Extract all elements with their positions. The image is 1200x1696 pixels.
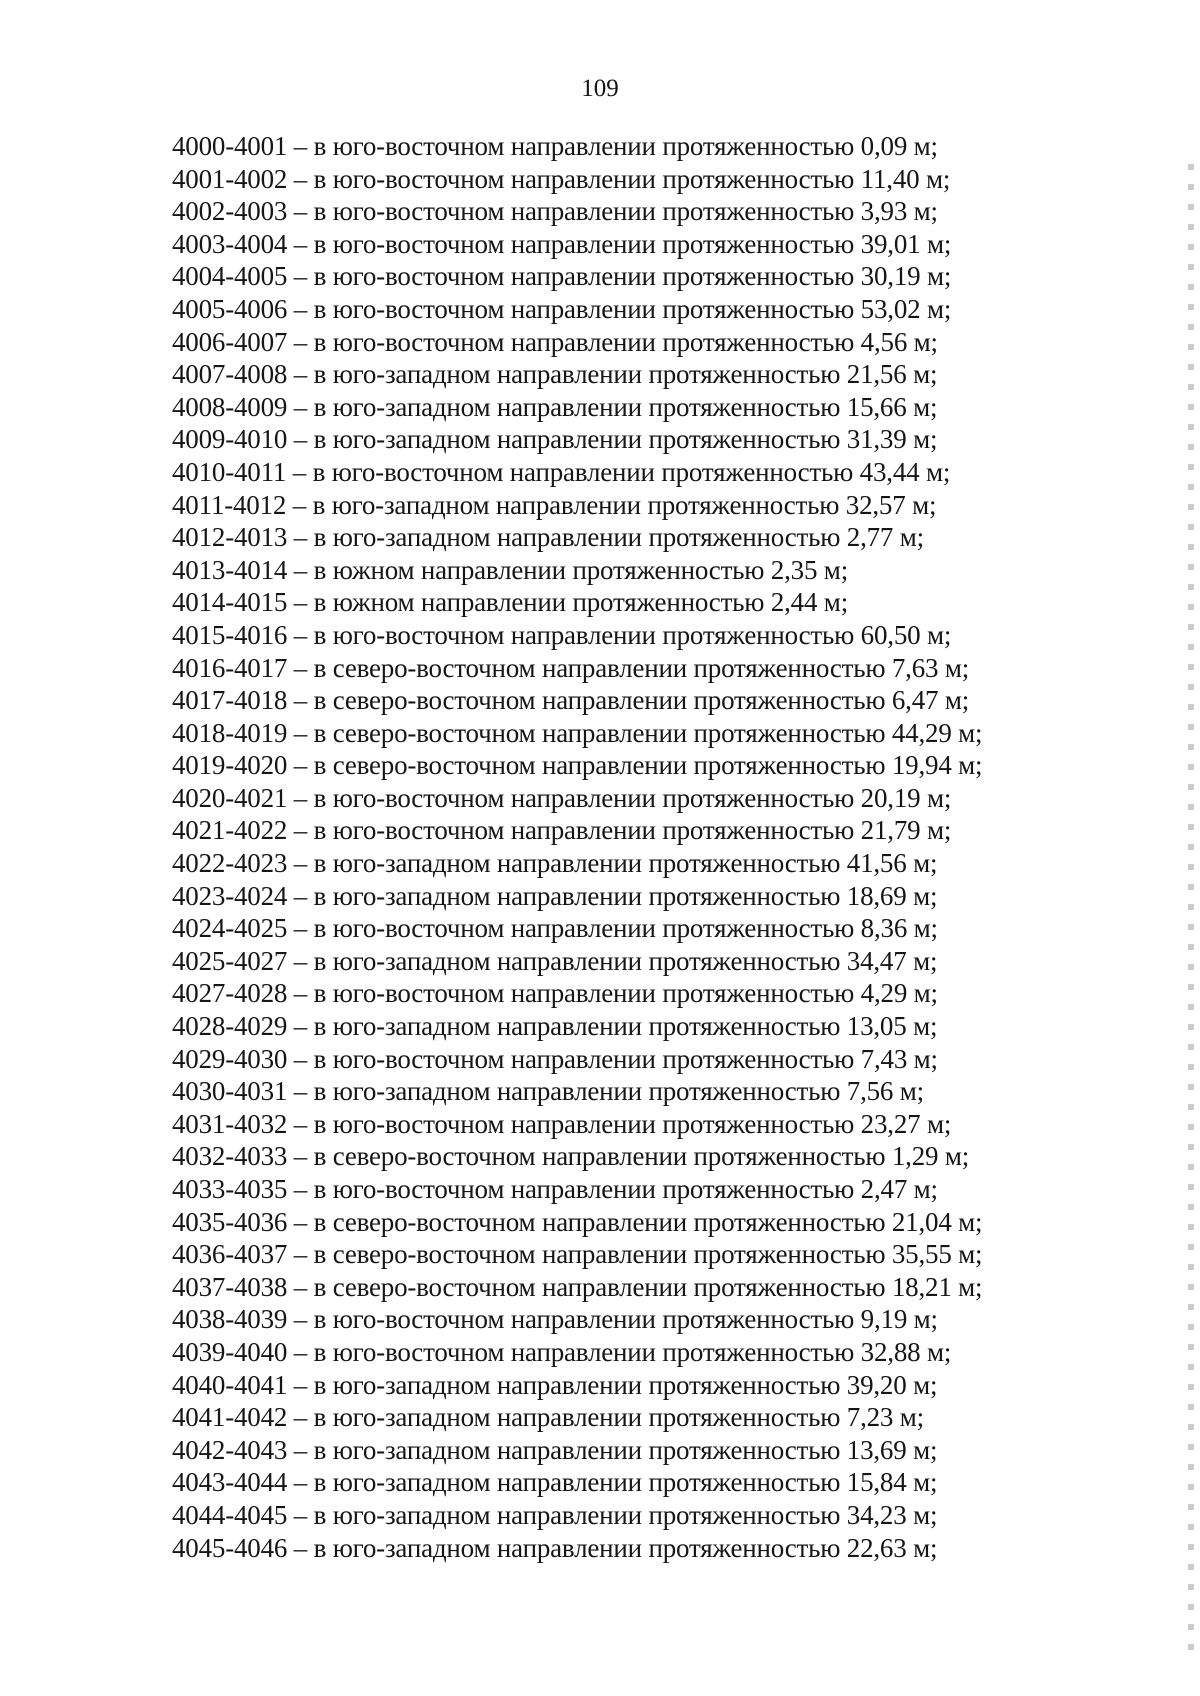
segment-description: – в юго-западном направлении протяженностью 34,47 м;: [287, 945, 938, 976]
segment-description: – в юго-западном направлении протяженностью 13,69 м;: [287, 1434, 938, 1465]
segment-id: 4014-4015: [172, 587, 288, 618]
segment-line: [172, 717, 1102, 750]
segment-description: – в северо-восточном направлении протяженностью 21,04 м;: [287, 1206, 983, 1237]
segment-id: 4028-4029: [172, 1011, 288, 1042]
segment-line: [172, 782, 1102, 815]
segment-line: [172, 1466, 1102, 1499]
segment-description: – в юго-восточном направлении протяженностью 39,01 м;: [287, 228, 952, 259]
segment-id: 4036-4037: [172, 1239, 288, 1270]
segment-description: – в северо-восточном направлении протяженностью 7,63 м;: [287, 652, 970, 683]
segment-description: – в юго-западном направлении протяженностью 32,57 м;: [286, 489, 937, 520]
segment-description: – в юго-западном направлении протяженностью 34,23 м;: [287, 1499, 938, 1530]
segment-line: [172, 1532, 1102, 1565]
segment-id: 4012-4013: [172, 522, 288, 553]
segment-id: 4029-4030: [172, 1043, 288, 1074]
segment-id: 4021-4022: [172, 815, 288, 846]
segment-line: [172, 977, 1102, 1010]
segment-line: [172, 880, 1102, 913]
segment-line: [172, 619, 1102, 652]
segment-id: 4045-4046: [172, 1532, 288, 1563]
segment-description: – в юго-западном направлении протяженностью 22,63 м;: [287, 1532, 938, 1563]
segment-id: 4009-4010: [172, 424, 288, 455]
segment-line: [172, 326, 1102, 359]
segment-description: – в юго-восточном направлении протяженностью 3,93 м;: [287, 196, 938, 227]
segment-description: – в северо-восточном направлении протяженностью 44,29 м;: [287, 717, 983, 748]
segment-line: [172, 554, 1102, 587]
segment-description: – в юго-восточном направлении протяженностью 60,50 м;: [287, 619, 952, 650]
segment-description: – в юго-восточном направлении протяженностью 20,19 м;: [287, 782, 952, 813]
segment-id: 4007-4008: [172, 359, 288, 390]
segment-id: 4015-4016: [172, 619, 288, 650]
segment-id: 4004-4005: [172, 261, 288, 292]
segment-description: – в северо-восточном направлении протяженностью 35,55 м;: [287, 1239, 983, 1270]
segment-description: – в юго-восточном направлении протяженностью 7,43 м;: [287, 1043, 938, 1074]
segment-line: [172, 391, 1102, 424]
segment-line: [172, 1401, 1102, 1434]
segment-id: 4000-4001: [172, 131, 288, 161]
segment-description: – в юго-западном направлении протяженностью 39,20 м;: [287, 1369, 938, 1400]
segment-description: – в юго-восточном направлении протяженностью 23,27 м;: [287, 1108, 952, 1139]
segment-line: [172, 749, 1102, 782]
segment-id: 4010-4011: [172, 456, 287, 487]
segment-line: [172, 684, 1102, 717]
segment-description: – в южном направлении протяженностью 2,35 м;: [287, 554, 848, 585]
segment-id: 4033-4035: [172, 1174, 288, 1204]
segment-description: – в юго-западном направлении протяженностью 13,05 м;: [287, 1011, 938, 1042]
segment-id: 4017-4018: [172, 685, 288, 716]
segment-line: [172, 228, 1102, 261]
segment-line: [172, 163, 1102, 196]
segment-id: 4022-4023: [172, 848, 288, 879]
segment-description: – в юго-восточном направлении протяженностью 30,19 м;: [287, 261, 952, 292]
segment-description: – в юго-восточном направлении протяженностью 8,36 м;: [287, 913, 938, 944]
segment-line: [172, 260, 1102, 293]
segment-line: [172, 1108, 1102, 1141]
segment-line: [172, 293, 1102, 326]
segment-id: 4038-4039: [172, 1304, 288, 1335]
segment-id: 4031-4032: [172, 1108, 288, 1139]
segment-description: – в северо-восточном направлении протяженностью 19,94 м;: [287, 750, 983, 781]
segment-id: 4043-4044: [172, 1467, 288, 1498]
page-number: 109: [581, 75, 619, 102]
segment-description: – в юго-восточном направлении протяженностью 21,79 м;: [287, 815, 952, 846]
segment-line: [172, 1010, 1102, 1043]
segment-id: 4008-4009: [172, 391, 288, 422]
segment-id: 4037-4038: [172, 1271, 288, 1302]
segment-line: [172, 847, 1102, 880]
segment-line: [172, 423, 1102, 456]
segment-id: 4005-4006: [172, 293, 288, 324]
segment-line: [172, 814, 1102, 847]
segment-line: [172, 130, 1102, 163]
segment-description: – в северо-восточном направлении протяженностью 1,29 м;: [287, 1141, 970, 1172]
segment-id: 4020-4021: [172, 782, 288, 813]
segment-id: 4032-4033: [172, 1141, 288, 1172]
segment-line: [172, 521, 1102, 554]
segment-description: – в юго-западном направлении протяженностью 7,56 м;: [287, 1076, 924, 1107]
segment-description: – в юго-западном направлении протяженностью 41,56 м;: [287, 848, 938, 879]
segment-line: [172, 1043, 1102, 1076]
segment-id: 4027-4028: [172, 978, 288, 1009]
segment-id: 4039-4040: [172, 1336, 288, 1367]
segment-line: [172, 1173, 1102, 1206]
segment-id: 4019-4020: [172, 750, 288, 781]
segment-line: [172, 1336, 1102, 1369]
segment-description: – в юго-западном направлении протяженностью 18,69 м;: [287, 880, 938, 911]
segment-id: 4024-4025: [172, 913, 288, 944]
segment-line: [172, 586, 1102, 619]
segment-id: 4023-4024: [172, 880, 288, 911]
segment-id: 4018-4019: [172, 717, 288, 748]
segment-id: 4041-4042: [172, 1402, 288, 1433]
segment-line: [172, 1434, 1102, 1467]
segment-line: [172, 1499, 1102, 1532]
segment-description: – в юго-восточном направлении протяженностью 2,47 м;: [287, 1174, 938, 1204]
segment-description: – в юго-восточном направлении протяженностью 43,44 м;: [286, 456, 951, 487]
segment-id: 4001-4002: [172, 163, 288, 194]
segment-line: [172, 1271, 1102, 1304]
segment-description: – в юго-западном направлении протяженностью 7,23 м;: [287, 1402, 924, 1433]
segment-line: [172, 1369, 1102, 1402]
segment-line: [172, 1238, 1102, 1271]
segment-description: – в юго-восточном направлении протяженностью 53,02 м;: [287, 293, 952, 324]
segment-description: – в юго-западном направлении протяженностью 31,39 м;: [287, 424, 938, 455]
segment-id: 4040-4041: [172, 1369, 288, 1400]
segment-description: – в северо-восточном направлении протяженностью 6,47 м;: [287, 685, 970, 716]
boundary-segment-list: [172, 130, 1102, 1564]
segment-line: [172, 912, 1102, 945]
segment-description: – в юго-западном направлении протяженностью 2,77 м;: [287, 522, 924, 553]
segment-line: [172, 1140, 1102, 1173]
segment-id: 4002-4003: [172, 196, 288, 227]
segment-line: [172, 489, 1102, 522]
segment-id: 4003-4004: [172, 228, 288, 259]
segment-description: – в юго-восточном направлении протяженностью 4,29 м;: [287, 978, 938, 1009]
segment-line: [172, 1206, 1102, 1239]
segment-description: – в юго-западном направлении протяженностью 15,66 м;: [287, 391, 938, 422]
segment-id: 4011-4012: [172, 489, 287, 520]
segment-description: – в юго-восточном направлении протяженностью 0,09 м;: [287, 131, 938, 161]
segment-description: – в юго-восточном направлении протяженностью 9,19 м;: [287, 1304, 938, 1335]
segment-id: 4044-4045: [172, 1499, 288, 1530]
segment-line: [172, 652, 1102, 685]
segment-description: – в юго-восточном направлении протяженностью 32,88 м;: [287, 1336, 952, 1367]
segment-line: [172, 1303, 1102, 1336]
segment-description: – в юго-западном направлении протяженностью 21,56 м;: [287, 359, 938, 390]
segment-id: 4030-4031: [172, 1076, 288, 1107]
segment-description: – в юго-восточном направлении протяженностью 11,40 м;: [287, 163, 951, 194]
segment-id: 4006-4007: [172, 326, 288, 357]
segment-line: [172, 195, 1102, 228]
segment-id: 4013-4014: [172, 554, 288, 585]
segment-id: 4035-4036: [172, 1206, 288, 1237]
segment-line: [172, 945, 1102, 978]
segment-id: 4016-4017: [172, 652, 288, 683]
segment-id: 4025-4027: [172, 945, 288, 976]
segment-line: [172, 358, 1102, 391]
segment-description: – в южном направлении протяженностью 2,44 м;: [287, 587, 848, 618]
segment-line: [172, 456, 1102, 489]
segment-description: – в юго-западном направлении протяженностью 15,84 м;: [287, 1467, 938, 1498]
segment-description: – в северо-восточном направлении протяженностью 18,21 м;: [287, 1271, 983, 1302]
scan-edge-artifact: [1188, 150, 1194, 1650]
segment-id: 4042-4043: [172, 1434, 288, 1465]
segment-description: – в юго-восточном направлении протяженностью 4,56 м;: [287, 326, 938, 357]
segment-line: [172, 1075, 1102, 1108]
